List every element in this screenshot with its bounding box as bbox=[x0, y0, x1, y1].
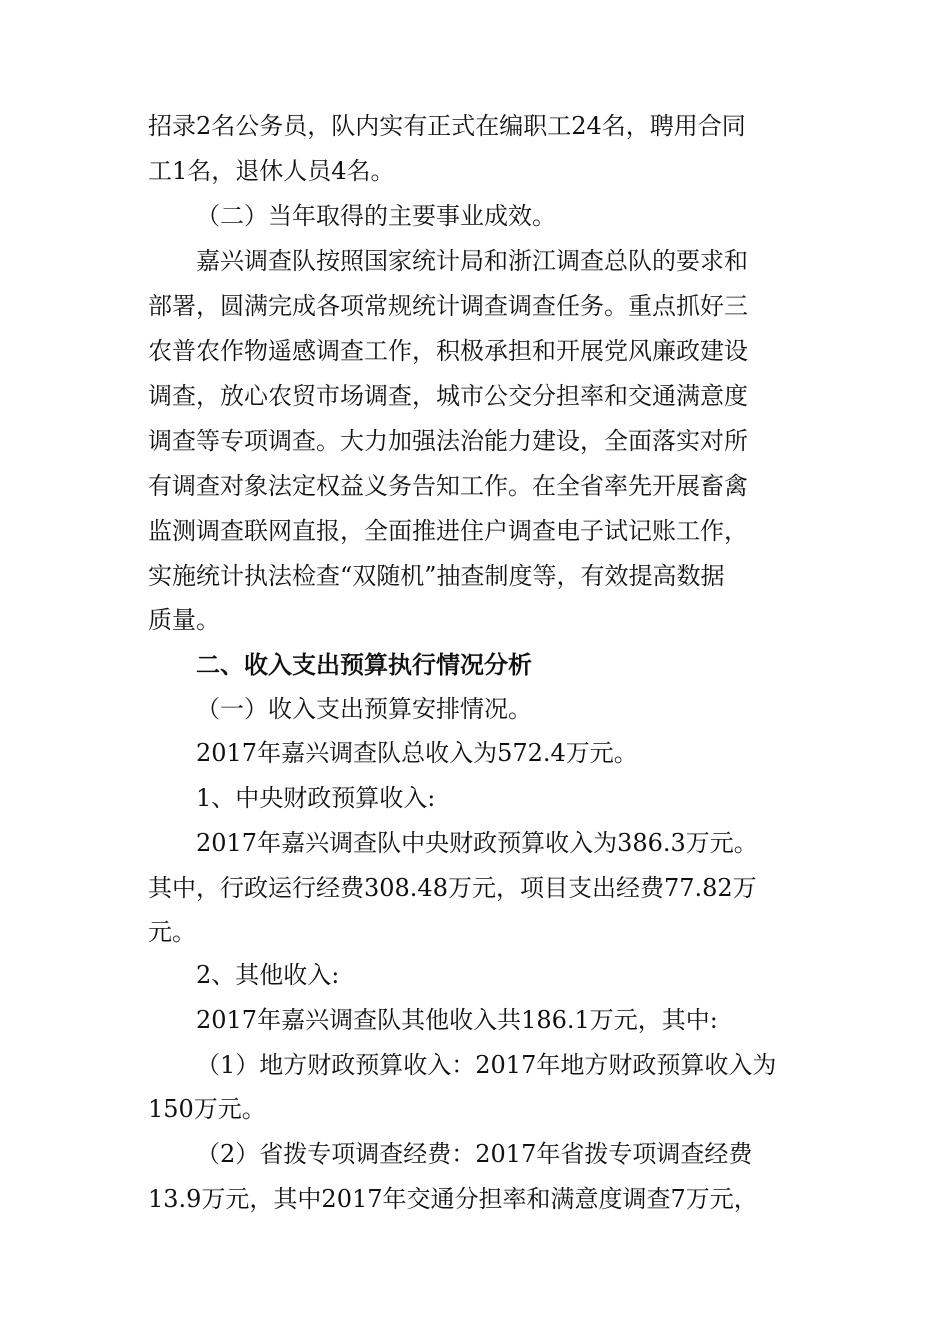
text-line: 调查，放心农贸市场调查，城市公交分担率和交通满意度 bbox=[148, 382, 748, 410]
text-line: 农普农作物遥感调查工作，积极承担和开展党风廉政建设 bbox=[148, 337, 748, 365]
text-line: 部署，圆满完成各项常规统计调查调查任务。重点抓好三 bbox=[148, 292, 748, 320]
text-line: （2）省拨专项调查经费：2017年省拨专项调查经费 bbox=[196, 1140, 753, 1168]
text-line: 嘉兴调查队按照国家统计局和浙江调查总队的要求和 bbox=[196, 247, 748, 275]
text-line: （1）地方财政预算收入：2017年地方财政预算收入为 bbox=[196, 1051, 777, 1079]
text-line: 2017年嘉兴调查队总收入为572.4万元。 bbox=[196, 739, 638, 767]
section-heading: 二、收入支出预算执行情况分析 bbox=[196, 651, 532, 679]
list-heading: 2、其他收入: bbox=[196, 961, 340, 989]
text-line: 调查等专项调查。大力加强法治能力建设，全面落实对所 bbox=[148, 427, 748, 455]
text-line: 工1名，退休人员4名。 bbox=[148, 157, 395, 185]
text-line: 监测调查联网直报，全面推进住户调查电子试记账工作， bbox=[148, 517, 748, 545]
text-line: 2017年嘉兴调查队中央财政预算收入为386.3万元。 bbox=[196, 829, 758, 857]
section-subheading: （二）当年取得的主要事业成效。 bbox=[196, 202, 556, 230]
text-line: 150万元。 bbox=[148, 1095, 266, 1123]
text-line: 其中，行政运行经费308.48万元，项目支出经费77.82万 bbox=[148, 874, 757, 902]
text-line: 质量。 bbox=[148, 606, 220, 634]
text-line: 实施统计执法检查“双随机”抽查制度等，有效提高数据 bbox=[148, 562, 725, 590]
text-line: 13.9万元，其中2017年交通分担率和满意度调查7万元， bbox=[148, 1185, 758, 1213]
text-line: 招录2名公务员，队内实有正式在编职工24名，聘用合同 bbox=[148, 112, 746, 140]
list-heading: 1、中央财政预算收入: bbox=[196, 784, 436, 812]
text-line: 元。 bbox=[148, 918, 196, 946]
text-line: 2017年嘉兴调查队其他收入共186.1万元，其中: bbox=[196, 1006, 718, 1034]
section-subheading: （一）收入支出预算安排情况。 bbox=[196, 695, 532, 723]
text-line: 有调查对象法定权益义务告知工作。在全省率先开展畜禽 bbox=[148, 472, 748, 500]
